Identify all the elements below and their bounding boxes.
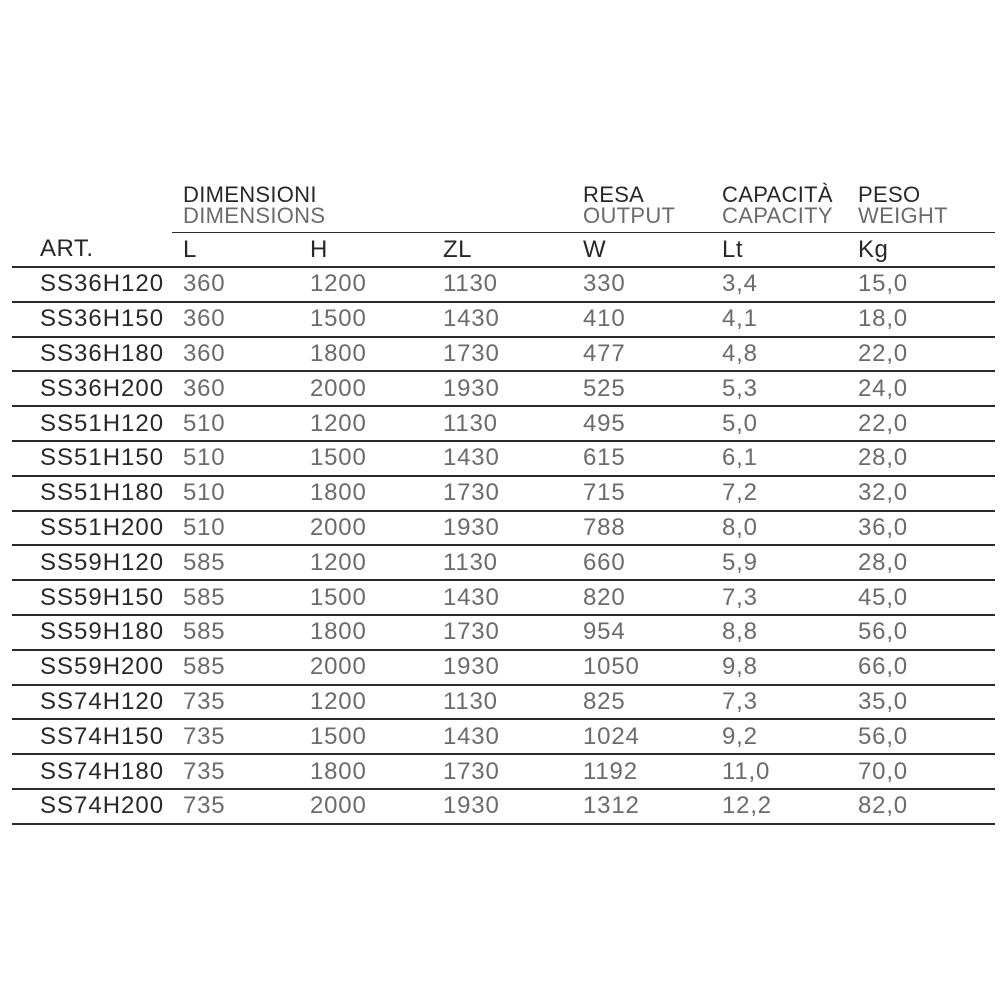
- cell-kg: 70,0: [858, 754, 995, 789]
- group-title-dimensions-en: DIMENSIONS: [183, 203, 326, 228]
- cell-kg: 28,0: [858, 441, 995, 476]
- cell-art: SS36H150: [12, 302, 172, 337]
- table-row: [12, 406, 995, 441]
- col-header-art: ART.: [12, 233, 172, 268]
- cell-h: 1800: [310, 754, 443, 789]
- cell-zl: 1930: [443, 511, 583, 546]
- cell-w: 1312: [583, 789, 722, 824]
- cell-l: 585: [172, 650, 310, 685]
- group-header-capacity: [722, 178, 858, 233]
- cell-lt: 4,8: [722, 337, 858, 372]
- cell-art: SS74H180: [12, 754, 172, 789]
- cell-kg: 82,0: [858, 789, 995, 824]
- cell-l: 360: [172, 302, 310, 337]
- table-row: [12, 267, 995, 302]
- cell-kg: 56,0: [858, 719, 995, 754]
- cell-h: 1500: [310, 302, 443, 337]
- cell-h: 1200: [310, 406, 443, 441]
- cell-lt: 7,3: [722, 685, 858, 720]
- cell-kg: 22,0: [858, 337, 995, 372]
- cell-w: 1192: [583, 754, 722, 789]
- table-row: [12, 580, 995, 615]
- cell-w: 1024: [583, 719, 722, 754]
- table-row: [12, 511, 995, 546]
- cell-h: 1200: [310, 685, 443, 720]
- group-header-row: [12, 178, 995, 233]
- cell-kg: 15,0: [858, 267, 995, 302]
- table-row: [12, 476, 995, 511]
- cell-kg: 28,0: [858, 545, 995, 580]
- cell-art: SS74H150: [12, 719, 172, 754]
- cell-lt: 3,4: [722, 267, 858, 302]
- cell-lt: 9,8: [722, 650, 858, 685]
- cell-h: 1500: [310, 719, 443, 754]
- cell-zl: 1130: [443, 267, 583, 302]
- cell-h: 1800: [310, 615, 443, 650]
- cell-l: 585: [172, 580, 310, 615]
- cell-w: 788: [583, 511, 722, 546]
- group-header-output: [583, 178, 722, 233]
- cell-l: 585: [172, 615, 310, 650]
- col-header-lt: Lt: [722, 233, 858, 268]
- cell-art: SS59H120: [12, 545, 172, 580]
- group-title-capacity-en: CAPACITY: [722, 203, 833, 228]
- cell-art: SS59H150: [12, 580, 172, 615]
- cell-l: 360: [172, 371, 310, 406]
- cell-lt: 12,2: [722, 789, 858, 824]
- cell-l: 735: [172, 754, 310, 789]
- cell-w: 615: [583, 441, 722, 476]
- cell-h: 1200: [310, 267, 443, 302]
- cell-zl: 1730: [443, 476, 583, 511]
- cell-h: 1500: [310, 580, 443, 615]
- cell-kg: 32,0: [858, 476, 995, 511]
- group-header-weight: [858, 178, 995, 233]
- cell-art: SS36H120: [12, 267, 172, 302]
- cell-lt: 7,2: [722, 476, 858, 511]
- table-row: [12, 441, 995, 476]
- cell-lt: 6,1: [722, 441, 858, 476]
- cell-l: 510: [172, 511, 310, 546]
- cell-lt: 7,3: [722, 580, 858, 615]
- cell-kg: 45,0: [858, 580, 995, 615]
- cell-h: 2000: [310, 511, 443, 546]
- cell-h: 2000: [310, 371, 443, 406]
- table-row: [12, 371, 995, 406]
- cell-art: SS59H200: [12, 650, 172, 685]
- cell-l: 360: [172, 267, 310, 302]
- cell-kg: 18,0: [858, 302, 995, 337]
- cell-w: 525: [583, 371, 722, 406]
- cell-zl: 1730: [443, 337, 583, 372]
- cell-kg: 35,0: [858, 685, 995, 720]
- cell-zl: 1130: [443, 406, 583, 441]
- cell-lt: 8,0: [722, 511, 858, 546]
- cell-w: 477: [583, 337, 722, 372]
- cell-w: 660: [583, 545, 722, 580]
- table-row: [12, 615, 995, 650]
- cell-h: 2000: [310, 650, 443, 685]
- table-row: [12, 685, 995, 720]
- cell-zl: 1430: [443, 580, 583, 615]
- col-header-l: L: [172, 233, 310, 268]
- group-title-weight-en: WEIGHT: [858, 203, 948, 228]
- cell-kg: 66,0: [858, 650, 995, 685]
- cell-l: 510: [172, 406, 310, 441]
- cell-w: 330: [583, 267, 722, 302]
- cell-w: 825: [583, 685, 722, 720]
- cell-art: SS36H180: [12, 337, 172, 372]
- group-title-dimensions-it: DIMENSIONI: [183, 182, 317, 207]
- cell-art: SS51H120: [12, 406, 172, 441]
- table-row: [12, 719, 995, 754]
- table-row: [12, 545, 995, 580]
- table-row: [12, 337, 995, 372]
- col-header-zl: ZL: [443, 233, 583, 268]
- cell-lt: 8,8: [722, 615, 858, 650]
- cell-zl: 1430: [443, 441, 583, 476]
- cell-art: SS59H180: [12, 615, 172, 650]
- column-header-row: [12, 233, 995, 268]
- cell-l: 585: [172, 545, 310, 580]
- cell-kg: 56,0: [858, 615, 995, 650]
- cell-art: SS51H180: [12, 476, 172, 511]
- cell-kg: 24,0: [858, 371, 995, 406]
- cell-zl: 1130: [443, 685, 583, 720]
- product-spec-table: [12, 178, 995, 825]
- cell-h: 1800: [310, 476, 443, 511]
- cell-w: 954: [583, 615, 722, 650]
- group-header-dimensions: [172, 178, 583, 233]
- cell-l: 735: [172, 719, 310, 754]
- table-row: [12, 650, 995, 685]
- cell-zl: 1930: [443, 650, 583, 685]
- cell-h: 1200: [310, 545, 443, 580]
- cell-l: 735: [172, 685, 310, 720]
- group-title-output-it: RESA: [583, 182, 645, 207]
- cell-zl: 1130: [443, 545, 583, 580]
- cell-lt: 5,3: [722, 371, 858, 406]
- cell-l: 510: [172, 476, 310, 511]
- cell-zl: 1930: [443, 371, 583, 406]
- group-header-spacer: [12, 178, 172, 233]
- cell-lt: 9,2: [722, 719, 858, 754]
- cell-kg: 22,0: [858, 406, 995, 441]
- cell-art: SS74H200: [12, 789, 172, 824]
- table-row: [12, 754, 995, 789]
- cell-w: 715: [583, 476, 722, 511]
- cell-lt: 4,1: [722, 302, 858, 337]
- group-title-capacity-it: CAPACITÀ: [722, 182, 833, 207]
- cell-w: 820: [583, 580, 722, 615]
- cell-w: 1050: [583, 650, 722, 685]
- cell-zl: 1430: [443, 719, 583, 754]
- cell-art: SS51H200: [12, 511, 172, 546]
- cell-l: 510: [172, 441, 310, 476]
- cell-art: SS36H200: [12, 371, 172, 406]
- cell-h: 1500: [310, 441, 443, 476]
- cell-lt: 5,0: [722, 406, 858, 441]
- cell-zl: 1430: [443, 302, 583, 337]
- cell-lt: 11,0: [722, 754, 858, 789]
- cell-art: SS74H120: [12, 685, 172, 720]
- cell-w: 495: [583, 406, 722, 441]
- cell-l: 735: [172, 789, 310, 824]
- cell-kg: 36,0: [858, 511, 995, 546]
- group-title-output-en: OUTPUT: [583, 203, 676, 228]
- group-title-weight-it: PESO: [858, 182, 921, 207]
- cell-w: 410: [583, 302, 722, 337]
- col-header-h: H: [310, 233, 443, 268]
- cell-art: SS51H150: [12, 441, 172, 476]
- cell-zl: 1930: [443, 789, 583, 824]
- cell-l: 360: [172, 337, 310, 372]
- cell-h: 1800: [310, 337, 443, 372]
- table-row: [12, 302, 995, 337]
- cell-zl: 1730: [443, 754, 583, 789]
- col-header-kg: Kg: [858, 233, 995, 268]
- cell-h: 2000: [310, 789, 443, 824]
- cell-zl: 1730: [443, 615, 583, 650]
- col-header-w: W: [583, 233, 722, 268]
- cell-lt: 5,9: [722, 545, 858, 580]
- table-row: [12, 789, 995, 824]
